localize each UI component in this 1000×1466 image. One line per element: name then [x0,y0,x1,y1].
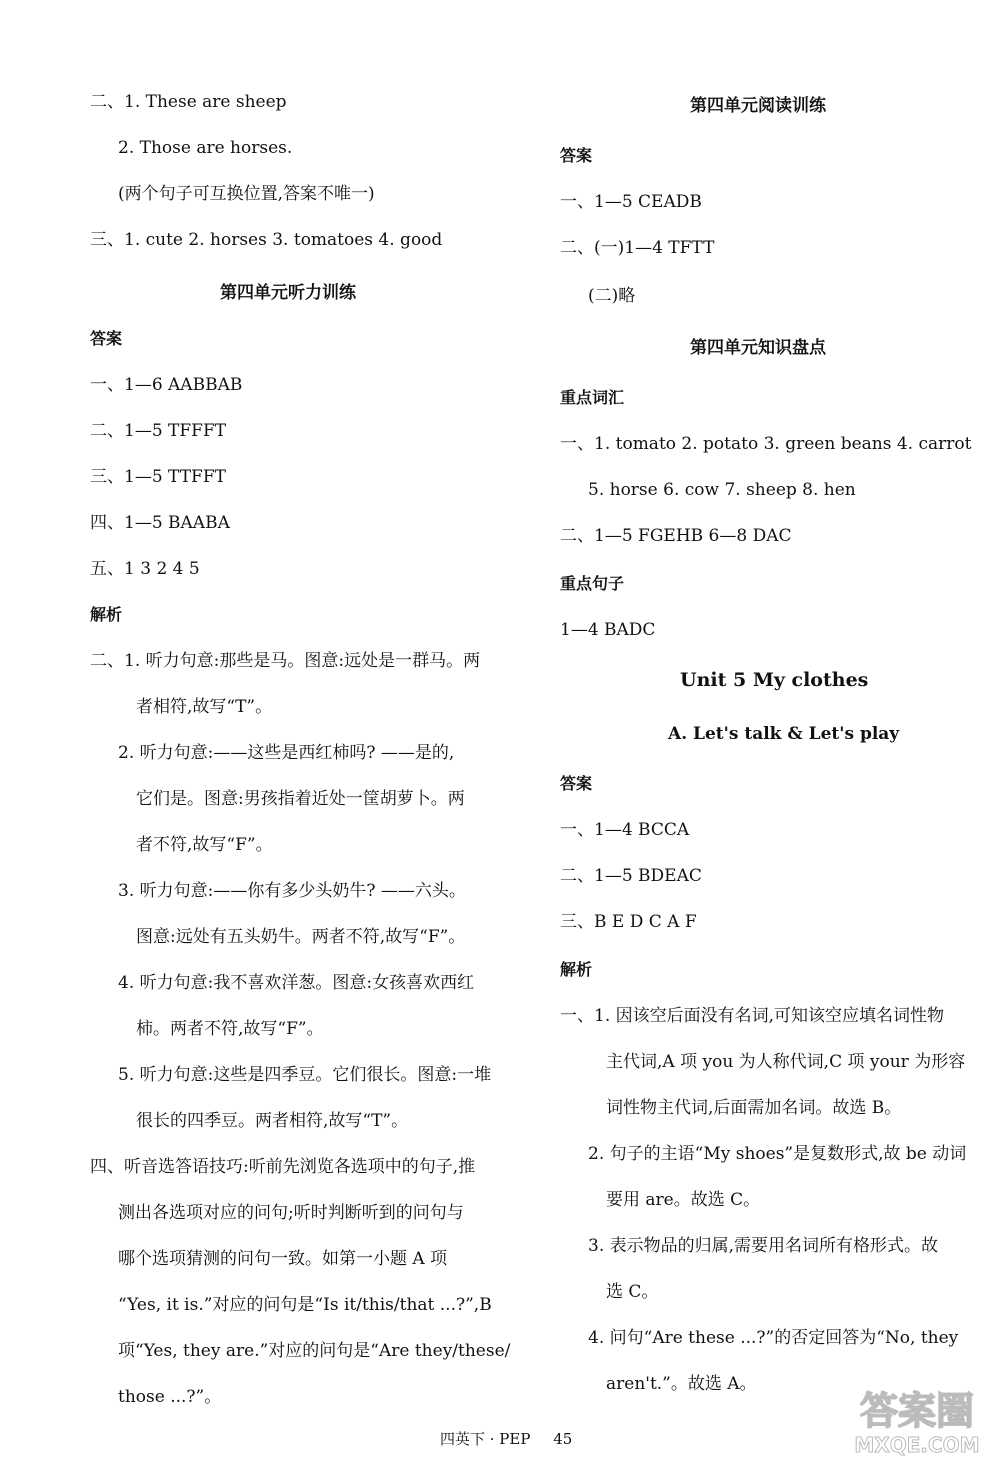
analysis-line: 柿。两者不符,故写“F”。 [136,1019,324,1039]
page-number: 45 [553,1430,573,1448]
analysis-line: aren't.”。故选 A。 [606,1374,757,1394]
analysis-line: 四、听音选答语技巧:听前先浏览各选项中的句子,推 [90,1157,476,1177]
answer-line: 二、(一)1—4 TFTT [560,238,715,258]
section-heading-reading: 第四单元阅读训练 [690,96,826,116]
analysis-line: 4. 问句“Are these ...?”的否定回答为“No, they [588,1328,959,1348]
analysis-line: 2. 句子的主语“My shoes”是复数形式,故 be 动词 [588,1144,967,1164]
section-title: A. Let's talk & Let's play [668,724,900,744]
analysis-line: 3. 表示物品的归属,需要用名词所有格形式。故 [588,1236,939,1256]
unit-title: Unit 5 My clothes [680,669,869,691]
page-footer [440,1428,590,1449]
analysis-label: 解析 [560,960,593,979]
answer-line: 二、1—5 BDEAC [560,866,702,886]
analysis-line: 词性物主代词,后面需加名词。故选 B。 [606,1098,902,1118]
analysis-line: 2. 听力句意:——这些是西红柿吗? ——是的, [118,743,455,763]
analysis-line: 者相符,故写“T”。 [136,697,273,717]
answer-label: 答案 [90,329,123,348]
sentences-label: 重点句子 [560,574,625,593]
analysis-line: “Yes, it is.”对应的问句是“Is it/this/that ...?”,B [118,1295,492,1315]
note-line: (两个句子可互换位置,答案不唯一) [118,184,375,204]
answer-line: 三、B E D C A F [560,912,697,932]
answer-line: 2. Those are horses. [118,138,293,158]
answer-line: 一、1—5 CEADB [560,192,702,212]
vocab-line: 5. horse 6. cow 7. sheep 8. hen [588,480,856,500]
answer-line: 三、1—5 TTFFT [90,467,226,487]
analysis-line: those ...?”。 [118,1387,222,1407]
vocab-line: 一、1. tomato 2. potato 3. green beans 4. carrot [560,434,972,454]
analysis-line: 4. 听力句意:我不喜欢洋葱。图意:女孩喜欢西红 [118,973,475,993]
section-heading-listening: 第四单元听力训练 [220,283,356,303]
answer-line: 二、1. These are sheep [90,92,287,112]
analysis-line: 二、1. 听力句意:那些是马。图意:远处是一群马。两 [90,651,481,671]
analysis-line: 主代词,A 项 you 为人称代词,C 项 your 为形容 [606,1052,966,1072]
answer-line: 四、1—5 BAABA [90,513,230,533]
analysis-line: 项“Yes, they are.”对应的问句是“Are they/these/ [118,1341,511,1361]
analysis-line: 选 C。 [606,1282,659,1302]
section-heading-knowledge: 第四单元知识盘点 [690,338,826,358]
footer-grade: 四英下 · PEP [440,1430,531,1448]
analysis-line: 5. 听力句意:这些是四季豆。它们很长。图意:一堆 [118,1065,492,1085]
answer-line: 二、1—5 TFFFT [90,421,227,441]
vocab-label: 重点词汇 [560,388,625,407]
analysis-line: 哪个选项猜测的问句一致。如第一小题 A 项 [118,1249,448,1269]
answer-line: 二、1—5 FGEHB 6—8 DAC [560,526,792,546]
answer-line: (二)略 [588,286,636,306]
answer-line: 1—4 BADC [560,620,656,640]
analysis-line: 要用 are。故选 C。 [606,1190,761,1210]
analysis-line: 者不符,故写“F”。 [136,835,273,855]
analysis-line: 3. 听力句意:——你有多少头奶牛? ——六头。 [118,881,466,901]
answer-line: 五、1 3 2 4 5 [90,559,200,579]
analysis-line: 图意:远处有五头奶牛。两者不符,故写“F”。 [136,927,466,947]
analysis-line: 它们是。图意:男孩指着近处一筐胡萝卜。两 [136,789,465,809]
analysis-line: 一、1. 因该空后面没有名词,可知该空应填名词性物 [560,1006,945,1026]
watermark-url: MXQE.COM [854,1433,980,1457]
analysis-label: 解析 [90,605,123,624]
watermark-text: 答案圈 [859,1389,975,1433]
answer-line: 三、1. cute 2. horses 3. tomatoes 4. good [90,230,443,250]
answer-label: 答案 [560,774,593,793]
answer-line: 一、1—4 BCCA [560,820,690,840]
answer-label: 答案 [560,146,593,165]
watermark-logo [842,1380,992,1460]
answer-line: 一、1—6 AABBAB [90,375,243,395]
analysis-line: 测出各选项对应的问句;听时判断听到的问句与 [118,1203,464,1223]
analysis-line: 很长的四季豆。两者相符,故写“T”。 [136,1111,409,1131]
